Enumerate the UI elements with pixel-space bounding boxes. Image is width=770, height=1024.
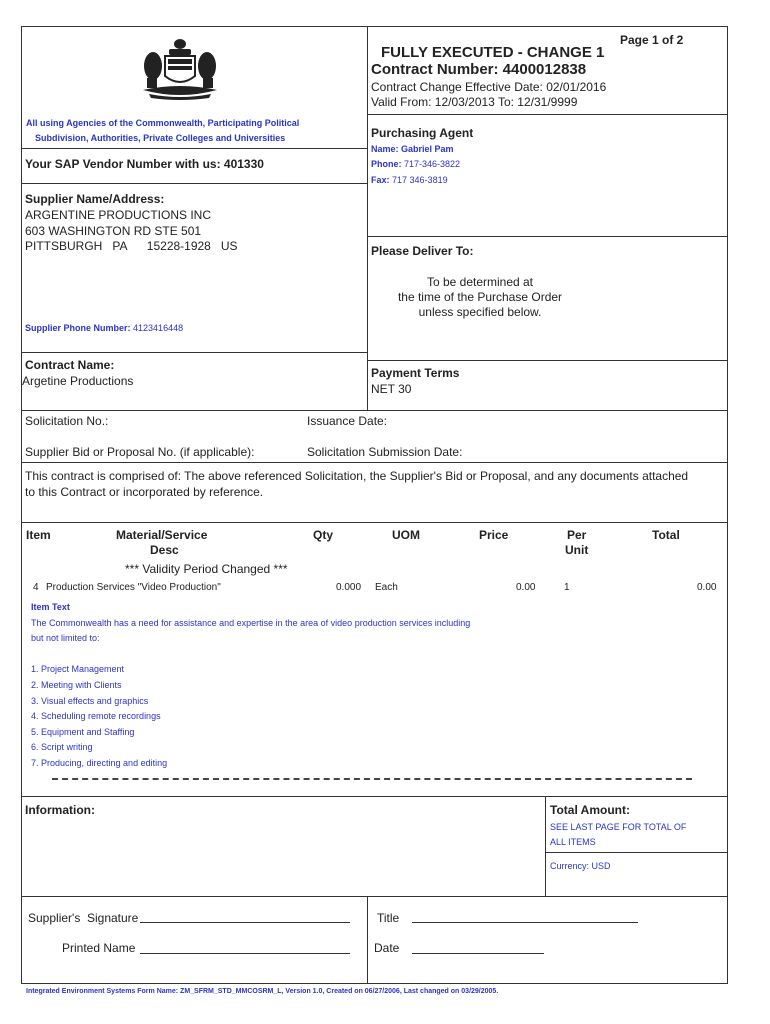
row-sep-3 [21, 522, 728, 523]
col-total: Total [652, 528, 680, 542]
pennsylvania-coat-of-arms-icon [135, 36, 225, 102]
list-item: 5. Equipment and Staffing [31, 727, 135, 737]
vendor-number: Your SAP Vendor Number with us: 401330 [25, 157, 264, 171]
contract-name-title: Contract Name: [25, 358, 115, 372]
supplier-title: Supplier Name/Address: [25, 192, 165, 206]
printed-name-label: Printed Name [62, 941, 136, 955]
total-amount-title: Total Amount: [550, 803, 630, 817]
printed-name-line[interactable] [140, 939, 350, 954]
row-uom: Each [375, 582, 398, 593]
information-title: Information: [25, 803, 95, 817]
submission-date: Solicitation Submission Date: [307, 445, 463, 459]
right-sep-2 [367, 236, 728, 237]
comprised-line-2: to this Contract or incorporated by reference. [25, 485, 264, 499]
right-sep-1 [367, 114, 728, 115]
supplier-bid: Supplier Bid or Proposal No. (if applicable): [25, 445, 255, 459]
left-sep-2 [21, 183, 367, 184]
supplier-signature-label: Supplier's Signature [28, 911, 139, 925]
contract-name-value: Argetine Productions [22, 374, 134, 388]
page-number: Page 1 of 2 [620, 33, 684, 47]
col-price: Price [479, 528, 509, 542]
col-desc: Desc [150, 543, 179, 557]
supplier-line-1: ARGENTINE PRODUCTIONS INC [25, 208, 212, 222]
title-label: Title [377, 911, 400, 925]
date-line[interactable] [412, 939, 544, 954]
title-line[interactable] [412, 908, 638, 923]
contract-status: FULLY EXECUTED - CHANGE 1 [381, 44, 605, 61]
left-sep-3 [21, 352, 367, 353]
row-per: 1 [564, 582, 570, 593]
agencies-line-2: Subdivision, Authorities, Private Colleges and Universities [35, 133, 286, 143]
agent-phone-value: 717-346-3822 [404, 159, 461, 169]
agencies-line-1: All using Agencies of the Commonwealth, Participating Political [26, 118, 300, 128]
row-price: 0.00 [516, 582, 536, 593]
effective-date: Contract Change Effective Date: 02/01/2016 [371, 80, 607, 94]
list-item: 6. Script writing [31, 742, 93, 752]
currency-sep [545, 852, 728, 853]
payment-terms-value: NET 30 [371, 382, 412, 396]
col-unit: Unit [565, 543, 589, 557]
col-item: Item [26, 528, 51, 542]
list-item: 7. Producing, directing and editing [31, 758, 168, 768]
comprised-line-1: This contract is comprised of: The above referenced Solicitation, the Supplier's Bid or Proposal, and any documents attached [25, 469, 689, 483]
agent-name [371, 144, 454, 154]
total-divider [545, 796, 546, 896]
agent-fax-label: Fax: [371, 175, 390, 185]
supplier-signature-line[interactable] [140, 908, 350, 923]
list-item: 4. Scheduling remote recordings [31, 711, 161, 721]
dashed-separator [52, 778, 692, 780]
row-desc: Production Services "Video Production" [46, 582, 221, 593]
date-label: Date [374, 941, 400, 955]
solicitation-no: Solicitation No.: [25, 414, 109, 428]
total-amount-line-2: ALL ITEMS [550, 837, 596, 847]
row-qty: 0.000 [336, 582, 362, 593]
currency: Currency: USD [550, 861, 611, 871]
agent-fax [371, 175, 448, 185]
top-divider [367, 26, 368, 410]
item-text-1: The Commonwealth has a need for assistance and expertise in the area of video production services including [31, 618, 471, 628]
agent-fax-value: 717 346-3819 [392, 175, 448, 185]
item-text-2: but not limited to: [31, 633, 100, 643]
sig-divider [367, 896, 368, 984]
issuance-date: Issuance Date: [307, 414, 388, 428]
deliver-line-2: the time of the Purchase Order [397, 290, 563, 304]
total-amount-line-1: SEE LAST PAGE FOR TOTAL OF [550, 822, 687, 832]
right-sep-3 [367, 360, 728, 361]
supplier-line-2: 603 WASHINGTON RD STE 501 [25, 224, 202, 238]
supplier-phone-label: Supplier Phone Number: [25, 323, 131, 333]
deliver-line-3: unless specified below. [418, 305, 542, 319]
left-sep-1 [21, 148, 367, 149]
agent-name-label: Name: [371, 144, 399, 154]
list-item: 2. Meeting with Clients [31, 680, 122, 690]
payment-terms-title: Payment Terms [371, 366, 460, 380]
row-sep-4 [21, 796, 728, 797]
col-material: Material/Service [116, 528, 208, 542]
footer-form-name: Integrated Environment Systems Form Name: ZM_SFRM_STD_MMCOSRM_L, Version 1.0, Created on 06/27/2006, Last changed on 03/29/2005. [26, 988, 499, 995]
item-text-label: Item Text [31, 602, 70, 612]
row-sep-5 [21, 896, 728, 897]
row-sep-1 [21, 410, 728, 411]
validity-note: *** Validity Period Changed *** [125, 562, 288, 576]
supplier-line-3: PITTSBURGH PA 15228-1928 US [25, 239, 238, 253]
deliver-line-1: To be determined at [426, 275, 534, 289]
supplier-phone [25, 323, 183, 333]
deliver-title: Please Deliver To: [371, 244, 474, 258]
row-item: 4 [33, 582, 39, 593]
contract-number: Contract Number: 4400012838 [371, 61, 587, 78]
col-uom: UOM [392, 528, 420, 542]
list-item: 3. Visual effects and graphics [31, 696, 149, 706]
row-sep-2 [21, 462, 728, 463]
agent-phone-label: Phone: [371, 159, 402, 169]
col-qty: Qty [313, 528, 334, 542]
col-per: Per [567, 528, 587, 542]
supplier-phone-value: 4123416448 [133, 323, 184, 333]
row-total: 0.00 [697, 582, 717, 593]
valid-dates: Valid From: 12/03/2013 To: 12/31/9999 [371, 95, 578, 109]
agent-name-value: Gabriel Pam [401, 144, 454, 154]
agent-phone [371, 159, 460, 169]
list-item: 1. Project Management [31, 664, 125, 674]
purchasing-agent-title: Purchasing Agent [371, 126, 474, 140]
